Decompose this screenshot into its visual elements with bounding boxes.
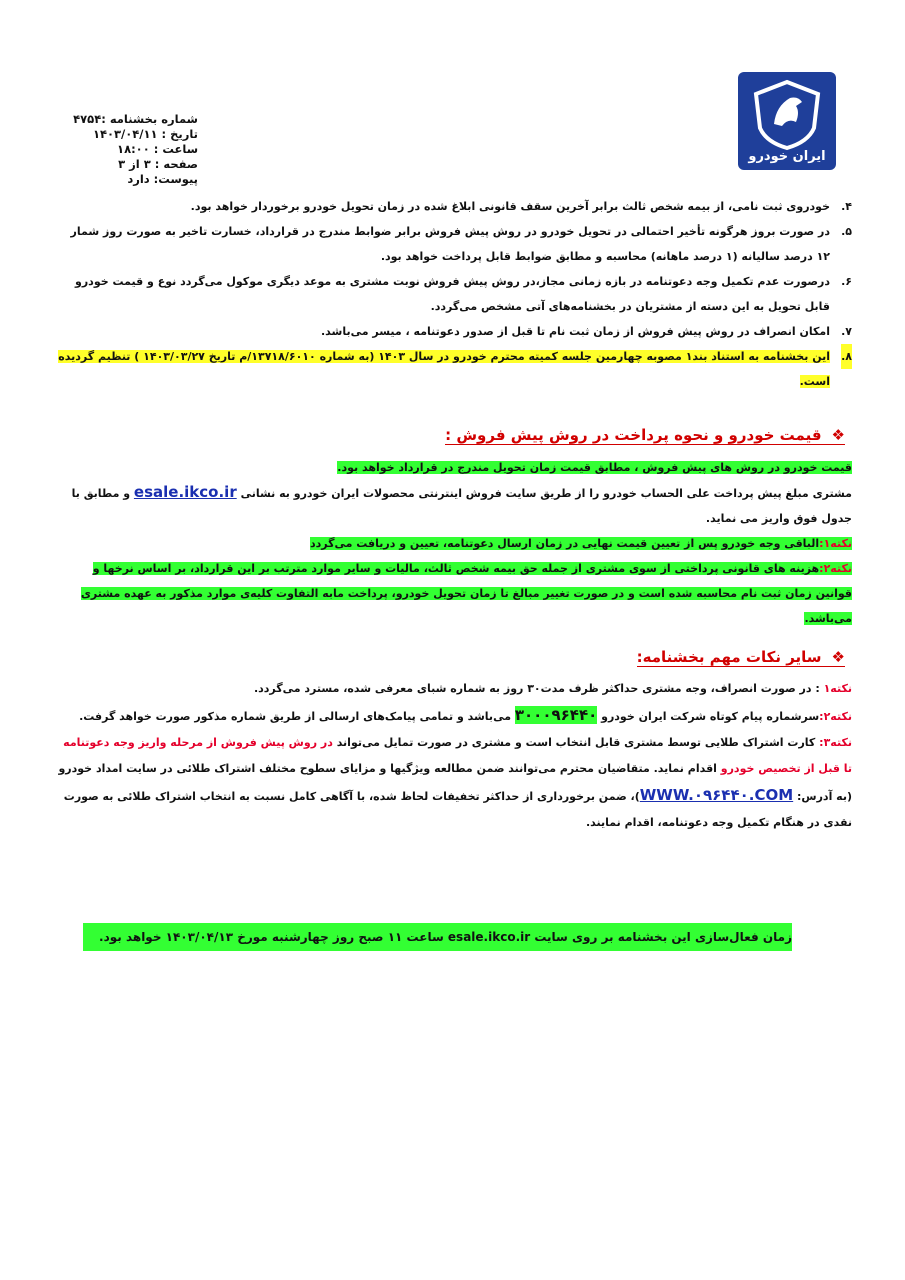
note-1: نکته۱ : در صورت انصراف، وجه مشتری حداکثر ظرف مدت۳۰ روز به شماره شبای معرفی شده، مسترد می‌گردد. — [253, 682, 852, 695]
diamond-bullet-icon: ❖ — [831, 648, 845, 666]
circular-number: شماره بخشنامه :۴۷۵۴ — [73, 112, 198, 126]
sms-shortcode: ۳۰۰۰۹۶۴۴۰ — [514, 706, 598, 724]
circular-date: تاریخ : ۱۴۰۳/۰۴/۱۱ — [92, 127, 198, 141]
list-item: ۵. در صورت بروز هرگونه تأخیر احتمالی در تحویل خودرو در روش پیش فروش برابر ضوابط مندرج در قرارداد، خسارت تاخیر به صورت روز شمار ۱۲ درصد سالیانه (۱ درصد ماهانه) محاسبه و مطابق ضوابط قابل پرداخت خواهد بود. — [70, 225, 852, 263]
section-title-pricing: ❖قیمت خودرو و نحوه پرداخت در روش پیش فروش : — [445, 426, 845, 444]
terms-list — [55, 194, 852, 394]
list-item-highlighted: ۸. این بخشنامه به استناد بند۱ مصوبه چهارمین جلسه کمیته محترم خودرو در سال ۱۴۰۳ (به شماره ۱۳۷۱۸/۶۰۱۰/م تاریخ ۱۴۰۳/۰۳/۲۷ ) تنظیم گردیده است. — [55, 344, 852, 394]
emdad-link[interactable]: WWW.۰۹۶۴۴۰.COM — [639, 786, 794, 804]
esale-link[interactable]: esale.ikco.ir — [133, 483, 237, 501]
activation-notice: زمان فعال‌سازی این بخشنامه بر روی سایت esale.ikco.ir ساعت ۱۱ صبح روز چهارشنبه مورخ ۱۴۰۳/۰۴/۱۳ خواهد بود. — [83, 923, 792, 951]
note-2: نکته۲:سرشماره پیام کوتاه شرکت ایران خودرو ۳۰۰۰۹۶۴۴۰ می‌باشد و تمامی پیامک‌های ارسالی از طریق شماره مذکور صورت خواهد گرفت. — [79, 706, 852, 724]
circular-meta — [73, 112, 198, 187]
list-item: ۶. درصورت عدم تکمیل وجه دعوتنامه در بازه زمانی مجاز،در روش پیش فروش نوبت مشتری به موعد دیگری موکول می‌گردد نوع و قیمت خودرو قابل تحویل به این دسته از مشتریان در بخشنامه‌های آتی مشخص می‌گردد. — [75, 275, 852, 313]
list-item: ۷. امکان انصراف در روش پیش فروش از زمان ثبت نام تا قبل از صدور دعوتنامه ، میسر می‌باشد. — [320, 325, 852, 338]
note-2: نکته۲:هزینه های قانونی پرداختی از سوی مشتری از جمله حق بیمه شخص ثالث، مالیات و سایر موارد مترتب بر این قرارداد، بر اساس نرخها و قوانین زمان ثبت نام محاسبه شده است و در صورت تغییر مبالغ تا زمان تحویل خودرو، پرداخت مابه التفاوت کلیه‌ی موارد مذکور به عهده مشتری می‌باشد. — [80, 562, 852, 625]
circular-time: ساعت : ۱۸:۰۰ — [117, 142, 198, 156]
diamond-bullet-icon: ❖ — [831, 426, 845, 444]
section-title-other-notes: ❖سایر نکات مهم بخشنامه: — [636, 648, 845, 666]
note-1: نکته۱:الباقی وجه خودرو پس از تعیین قیمت نهایی در زمان ارسال دعوتنامه، تعیین و دریافت می‌گردد — [309, 537, 852, 550]
other-notes-section — [55, 676, 852, 836]
prepayment-text: مشتری مبلغ پیش پرداخت علی الحساب خودرو را از طریق سایت فروش اینترنتی محصولات ایران خودرو به نشانی esale.ikco.ir و مطابق با جدول فوق واریز می نماید. — [71, 483, 852, 525]
logo-text: ایران خودرو — [748, 149, 826, 164]
note-3: نکته۳: کارت اشتراک طلایی توسط مشتری قابل انتخاب است و مشتری در صورت تمایل می‌تواند در روش پیش فروش از مرحله واریز وجه دعوتنامه تا قبل از تخصیص خودرو اقدام نماید. متقاضیان محترم می‌توانند ضمن مطالعه ویژگیها و مزایای سطوح مختلف اشتراک طلائی در سایت امداد خودرو (به آدرس: WWW.۰۹۶۴۴۰.COM)، ضمن برخورداری از حداکثر تخفیفات لحاظ شده، با آگاهی کامل نسبت به انتخاب اشتراک طلائی به صورت نقدی در هنگام تکمیل وجه دعوتنامه، اقدام نمایند. — [58, 736, 852, 829]
price-basis-text: قیمت خودرو در روش های پیش فروش ، مطابق قیمت زمان تحویل مندرج در قرارداد خواهد بود. — [337, 461, 852, 474]
list-item: ۴. خودروی ثبت نامی، از بیمه شخص ثالث برابر آخرین سقف قانونی ابلاغ شده در زمان تحویل خودرو برخوردار خواهد بود. — [190, 200, 852, 213]
ikco-logo — [738, 72, 836, 170]
pricing-section — [55, 455, 852, 631]
attachment-status: پیوست: دارد — [127, 172, 198, 186]
page-number: صفحه : ۳ از ۳ — [118, 157, 198, 171]
